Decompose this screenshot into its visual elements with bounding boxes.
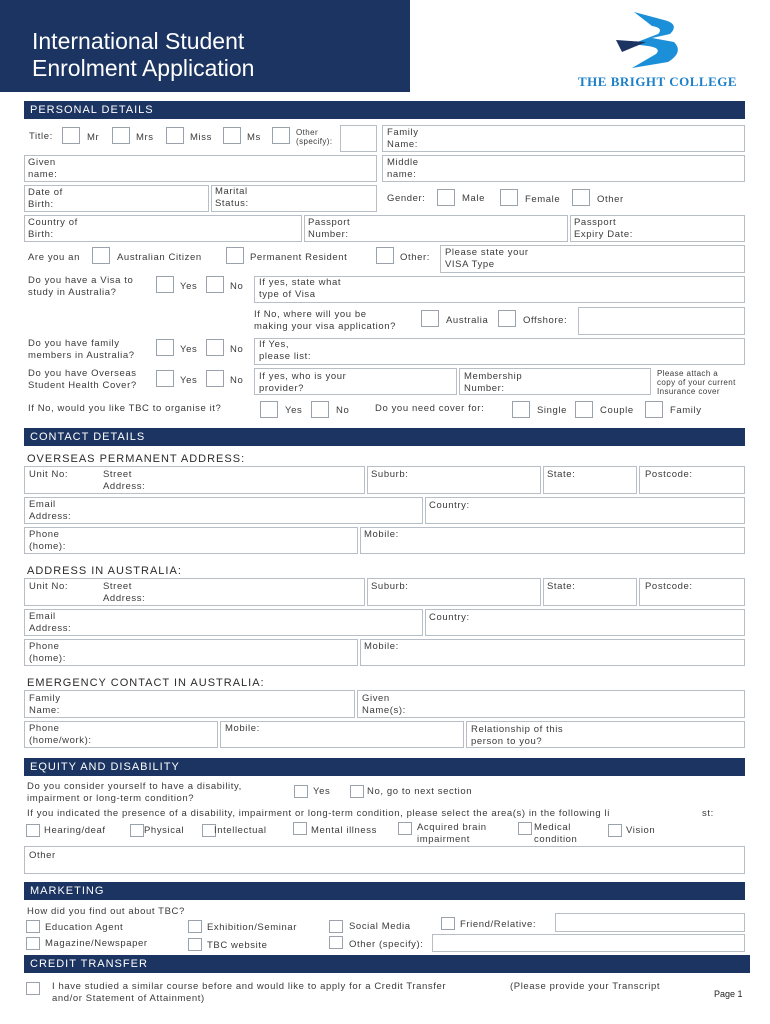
visa-type-label: Please state your VISA Type: [445, 247, 529, 270]
emergency-given-names-field[interactable]: [357, 690, 745, 718]
gender-female-checkbox[interactable]: [500, 189, 518, 206]
credit-transfer-checkbox[interactable]: [26, 982, 40, 995]
oshc-no-label: No: [230, 375, 244, 386]
family-question: Do you have family members in Australia?: [28, 338, 135, 361]
organise-yes-label: Yes: [285, 405, 303, 416]
passport-number-label: Passport Number:: [308, 217, 351, 240]
acquired-checkbox[interactable]: [398, 822, 412, 835]
overseas-unit-label: Unit No:: [29, 469, 69, 480]
exhibition-label: Exhibition/Seminar: [207, 922, 298, 933]
hearing-label: Hearing/deaf: [44, 825, 106, 836]
page-number: Page 1: [714, 989, 743, 999]
country-of-birth-label: Country of Birth:: [28, 217, 78, 240]
overseas-street-label: Street Address:: [103, 469, 146, 492]
passport-expiry-label: Passport Expiry Date:: [574, 217, 633, 240]
disability-area-question-end: st:: [702, 808, 714, 819]
medical-label: Medical condition: [534, 822, 578, 845]
organise-no-checkbox[interactable]: [311, 401, 329, 418]
disability-other-label: Other: [29, 850, 56, 861]
cover-couple-label: Couple: [600, 405, 634, 416]
exhibition-checkbox[interactable]: [188, 920, 202, 933]
family-yes-label: Yes: [180, 344, 198, 355]
disability-other-field[interactable]: [24, 846, 745, 874]
cover-family-label: Family: [670, 405, 702, 416]
title-other-input[interactable]: [340, 125, 377, 152]
physical-checkbox[interactable]: [130, 824, 144, 837]
cover-single-checkbox[interactable]: [512, 401, 530, 418]
section-marketing: MARKETING: [24, 882, 745, 900]
overseas-country-label: Country:: [429, 500, 470, 511]
aus-mobile-field[interactable]: [360, 639, 745, 666]
hearing-checkbox[interactable]: [26, 824, 40, 837]
oshc-no-checkbox[interactable]: [206, 370, 224, 387]
aus-postcode-label: Postcode:: [645, 581, 693, 592]
marital-status-label: Marital Status:: [215, 186, 249, 209]
emergency-family-name-field[interactable]: [24, 690, 355, 718]
overseas-postcode-label: Postcode:: [645, 469, 693, 480]
offshore-location-input[interactable]: [578, 307, 745, 335]
title-miss-checkbox[interactable]: [166, 127, 184, 144]
membership-number-label: Membership Number:: [464, 371, 523, 394]
gender-label: Gender:: [387, 193, 426, 204]
mental-label: Mental illness: [311, 825, 377, 836]
overseas-mobile-field[interactable]: [360, 527, 745, 554]
physical-label: Physical: [144, 825, 185, 836]
family-no-checkbox[interactable]: [206, 339, 224, 356]
section-personal-details: PERSONAL DETAILS: [24, 101, 745, 119]
medical-checkbox[interactable]: [518, 822, 532, 835]
vision-checkbox[interactable]: [608, 824, 622, 837]
vision-label: Vision: [626, 825, 656, 836]
title-miss-label: Miss: [190, 132, 212, 143]
aus-country-field[interactable]: [425, 609, 745, 636]
agent-checkbox[interactable]: [26, 920, 40, 933]
transcript-note: (Please provide your Transcript: [510, 981, 661, 992]
acquired-label: Acquired brain impairment: [417, 822, 487, 845]
family-no-label: No: [230, 344, 244, 355]
friend-input[interactable]: [555, 913, 745, 932]
overseas-email-label: Email Address:: [29, 499, 72, 522]
family-name-label: Family Name:: [387, 127, 419, 150]
emergency-contact-heading: EMERGENCY CONTACT IN AUSTRALIA:: [27, 677, 265, 689]
dob-label: Date of Birth:: [28, 187, 63, 210]
resident-checkbox[interactable]: [226, 247, 244, 264]
college-logo-icon: [612, 8, 686, 70]
visa-no-label: No: [230, 281, 244, 292]
overseas-phone-label: Phone (home):: [29, 529, 66, 552]
disability-question: Do you consider yourself to have a disability, impairment or long-term condition?: [27, 781, 242, 804]
website-checkbox[interactable]: [188, 938, 202, 951]
visa-no-checkbox[interactable]: [206, 276, 224, 293]
section-equity-disability: EQUITY AND DISABILITY: [24, 758, 745, 776]
website-label: TBC website: [207, 940, 268, 951]
title-ms-label: Ms: [247, 132, 261, 143]
family-yes-checkbox[interactable]: [156, 339, 174, 356]
citizen-label: Australian Citizen: [117, 252, 202, 263]
intellectual-label: Intellectual: [214, 825, 267, 836]
overseas-suburb-label: Suburb:: [371, 469, 409, 480]
friend-checkbox[interactable]: [441, 917, 455, 930]
marketing-question: How did you find out about TBC?: [27, 906, 185, 917]
social-media-label: Social Media: [349, 921, 411, 932]
aus-phone-label: Phone (home):: [29, 641, 66, 664]
cover-family-checkbox[interactable]: [645, 401, 663, 418]
organise-question: If No, would you like TBC to organise it?: [28, 403, 222, 414]
agent-label: Education Agent: [45, 922, 124, 933]
visa-yes-label: Yes: [180, 281, 198, 292]
title-other-checkbox[interactable]: [272, 127, 290, 144]
aus-unit-label: Unit No:: [29, 581, 69, 592]
gender-male-label: Male: [462, 193, 485, 204]
emergency-given-names-label: Given Name(s):: [362, 693, 406, 716]
disability-no-checkbox[interactable]: [350, 785, 364, 798]
emergency-mobile-label: Mobile:: [225, 723, 260, 734]
title-mr-label: Mr: [87, 132, 100, 143]
citizen-checkbox[interactable]: [92, 247, 110, 264]
header-banner: [0, 0, 410, 92]
attach-cover-note: Please attach a copy of your current Insurance cover: [657, 369, 736, 396]
aus-suburb-label: Suburb:: [371, 581, 409, 592]
title-label: Title:: [29, 131, 53, 142]
oshc-yes-checkbox[interactable]: [156, 370, 174, 387]
cover-single-label: Single: [537, 405, 568, 416]
overseas-unit-street-field[interactable]: [24, 466, 365, 494]
overseas-address-heading: OVERSEAS PERMANENT ADDRESS:: [27, 453, 246, 465]
cover-question: Do you need cover for:: [375, 403, 485, 414]
title-ms-checkbox[interactable]: [223, 127, 241, 144]
credit-transfer-text: I have studied a similar course before and would like to apply for a Credit Transfer and/or Statement of Attainment): [52, 981, 447, 1004]
family-list-field[interactable]: [254, 338, 745, 365]
aus-mobile-label: Mobile:: [364, 641, 399, 652]
oshc-question: Do you have Overseas Student Health Cover?: [28, 368, 137, 391]
gender-other-checkbox[interactable]: [572, 189, 590, 206]
title-other-label: Other (specify):: [296, 128, 333, 146]
gender-male-checkbox[interactable]: [437, 189, 455, 206]
visa-question: Do you have a Visa to study in Australia?: [28, 275, 134, 298]
cover-couple-checkbox[interactable]: [575, 401, 593, 418]
title-mrs-checkbox[interactable]: [112, 127, 130, 144]
title-mr-checkbox[interactable]: [62, 127, 80, 144]
marketing-other-input[interactable]: [432, 934, 745, 952]
given-name-label: Given name:: [28, 157, 58, 180]
disability-no-label: No, go to next section: [367, 786, 473, 797]
title-mrs-label: Mrs: [136, 132, 154, 143]
form-title-line1: International Student: [32, 28, 245, 54]
aus-email-label: Email Address:: [29, 611, 72, 634]
family-name-field[interactable]: [382, 125, 745, 152]
magazine-label: Magazine/Newspaper: [45, 938, 148, 949]
aus-unit-street-field[interactable]: [24, 578, 365, 606]
disability-yes-label: Yes: [313, 786, 331, 797]
overseas-email-field[interactable]: [24, 497, 423, 524]
friend-label: Friend/Relative:: [460, 919, 537, 930]
resident-label: Permanent Resident: [250, 252, 348, 263]
emergency-phone-label: Phone (home/work):: [29, 723, 92, 746]
overseas-phone-field[interactable]: [24, 527, 358, 554]
marketing-other-label: Other (specify):: [349, 939, 424, 950]
marketing-other-checkbox[interactable]: [329, 936, 343, 949]
overseas-state-label: State:: [547, 469, 576, 480]
college-name: THE BRIGHT COLLEGE: [578, 74, 738, 89]
middle-name-field[interactable]: [382, 155, 745, 182]
apply-offshore-checkbox[interactable]: [498, 310, 516, 327]
apply-australia-label: Australia: [446, 315, 489, 326]
section-contact-details: CONTACT DETAILS: [24, 428, 745, 446]
emergency-family-name-label: Family Name:: [29, 693, 61, 716]
gender-other-label: Other: [597, 194, 624, 205]
magazine-checkbox[interactable]: [26, 937, 40, 950]
organise-yes-checkbox[interactable]: [260, 401, 278, 418]
status-other-label: Other:: [400, 252, 430, 263]
disability-yes-checkbox[interactable]: [294, 785, 308, 798]
emergency-relationship-label: Relationship of this person to you?: [471, 724, 564, 747]
middle-name-label: Middle name:: [387, 157, 419, 180]
family-list-label: If Yes, please list:: [259, 339, 312, 362]
oshc-provider-label: If yes, who is your provider?: [259, 371, 347, 394]
form-title-line2: Enrolment Application: [32, 55, 255, 81]
mental-checkbox[interactable]: [293, 822, 307, 835]
section-credit-transfer: CREDIT TRANSFER: [24, 955, 750, 973]
aus-phone-field[interactable]: [24, 639, 358, 666]
visa-yes-checkbox[interactable]: [156, 276, 174, 293]
given-name-field[interactable]: [24, 155, 377, 182]
apply-offshore-label: Offshore:: [523, 315, 568, 326]
social-media-checkbox[interactable]: [329, 920, 343, 933]
aus-street-label: Street Address:: [103, 581, 146, 604]
organise-no-label: No: [336, 405, 350, 416]
overseas-mobile-label: Mobile:: [364, 529, 399, 540]
overseas-country-field[interactable]: [425, 497, 745, 524]
gender-female-label: Female: [525, 194, 561, 205]
oshc-yes-label: Yes: [180, 375, 198, 386]
aus-state-label: State:: [547, 581, 576, 592]
aus-country-label: Country:: [429, 612, 470, 623]
status-other-checkbox[interactable]: [376, 247, 394, 264]
are-you-label: Are you an: [28, 252, 80, 263]
apply-australia-checkbox[interactable]: [421, 310, 439, 327]
aus-email-field[interactable]: [24, 609, 423, 636]
disability-area-question: If you indicated the presence of a disability, impairment or long-term condition, please select the area(s) in the following li: [27, 808, 610, 819]
where-apply-question: If No, where will you be making your visa application?: [254, 309, 397, 332]
australia-address-heading: ADDRESS IN AUSTRALIA:: [27, 565, 182, 577]
visa-what-label: If yes, state what type of Visa: [259, 277, 342, 300]
